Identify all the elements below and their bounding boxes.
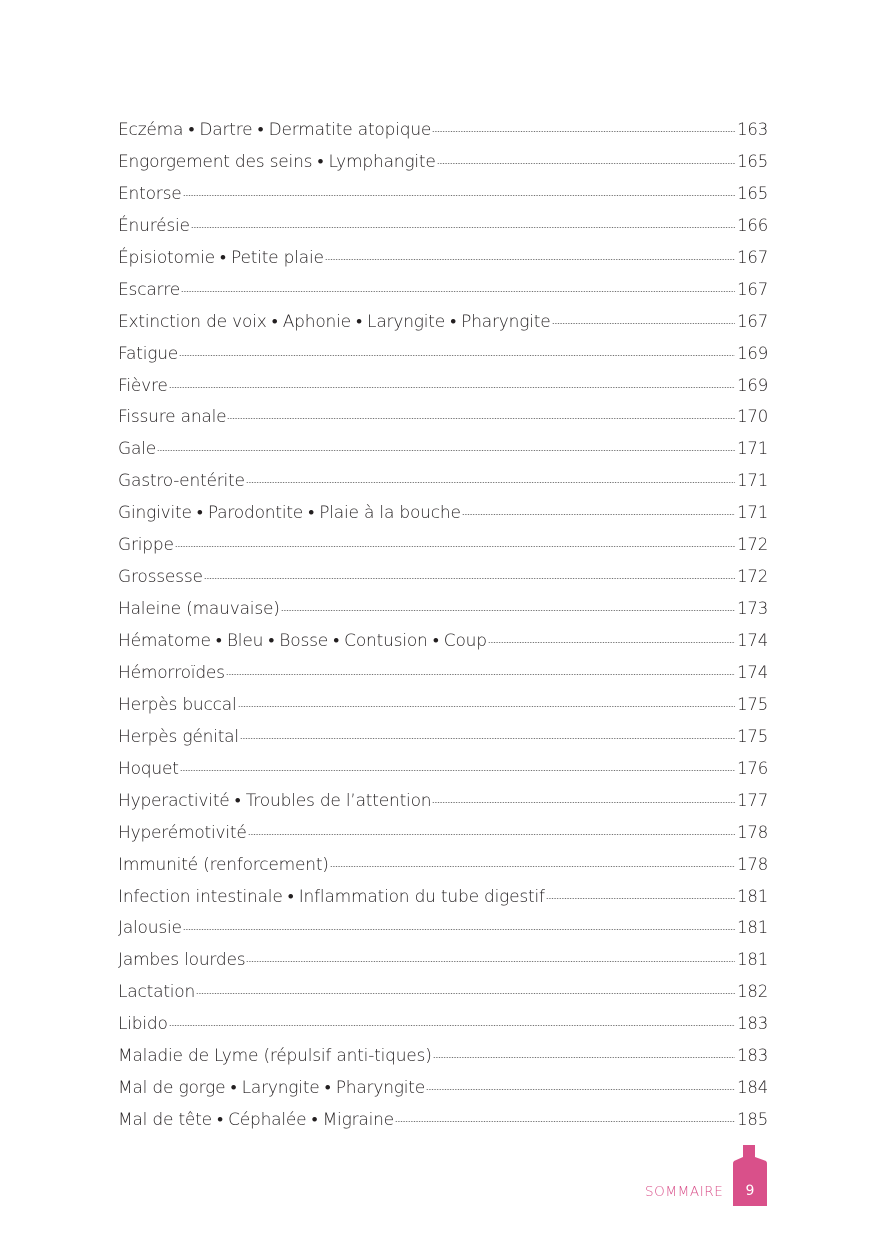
dot-leader (395, 1121, 735, 1122)
dot-leader (546, 898, 735, 899)
toc-entry[interactable] (118, 817, 768, 849)
toc-entry-page: 178 (737, 854, 768, 874)
toc-entry[interactable] (118, 785, 768, 817)
toc-entry-title: Eczéma • Dartre • Dermatite atopique (118, 120, 432, 140)
toc-entry[interactable] (118, 1008, 768, 1040)
toc-entry-title: Mal de gorge • Laryngite • Pharyngite (118, 1078, 426, 1099)
toc-entry-title: Infection intestinale • Inflammation du tube digestif (118, 886, 545, 907)
toc-entry[interactable] (118, 433, 768, 465)
dot-leader (325, 259, 735, 260)
dot-leader (488, 642, 735, 643)
dot-leader (240, 738, 735, 739)
toc-entry[interactable] (118, 497, 768, 529)
dot-leader (183, 929, 735, 930)
toc-entry-page: 183 (737, 1014, 768, 1034)
toc-entry[interactable] (118, 338, 768, 370)
toc-entry[interactable] (118, 689, 768, 721)
toc-entry[interactable] (118, 849, 768, 881)
toc-entry[interactable] (118, 465, 768, 497)
toc-entry-page: 175 (737, 694, 768, 714)
toc-entry-title: Extinction de voix • Aphonie • Laryngite • Pharyngite (118, 311, 551, 332)
toc-entry-title: Libido (118, 1014, 168, 1035)
toc-entry-page: 166 (737, 215, 768, 235)
dot-leader (462, 514, 735, 515)
toc-entry-page: 176 (737, 758, 768, 778)
toc-entry[interactable] (118, 401, 768, 433)
dot-leader (169, 1025, 735, 1026)
dot-leader (238, 706, 736, 707)
toc-entry-title: Jambes lourdes (118, 950, 246, 971)
toc-entry-page: 167 (737, 247, 768, 267)
toc-entry-title: Escarre (118, 279, 181, 300)
toc-entry-page: 175 (737, 726, 768, 746)
toc-entry[interactable] (118, 114, 768, 146)
toc-entry[interactable] (118, 1040, 768, 1072)
toc-entry[interactable] (118, 881, 768, 913)
dot-leader (281, 610, 735, 611)
toc-entry-page: 172 (737, 535, 768, 555)
toc-entry[interactable] (118, 976, 768, 1008)
toc-entry[interactable] (118, 529, 768, 561)
toc-entry[interactable] (118, 657, 768, 689)
toc-entry-page: 165 (737, 183, 768, 203)
toc-entry-title: Haleine (mauvaise) (118, 599, 280, 620)
toc-entry-title: Hyperactivité • Troubles de l’attention (118, 790, 432, 811)
toc-entry-page: 169 (737, 343, 768, 363)
toc-entry-page: 184 (737, 1078, 768, 1098)
dot-leader (432, 131, 735, 132)
toc-entry-page: 171 (737, 503, 768, 523)
toc-entry-page: 177 (737, 790, 768, 810)
dot-leader (169, 387, 735, 388)
toc-entry[interactable] (118, 210, 768, 242)
toc-entry[interactable] (118, 242, 768, 274)
toc-entry[interactable] (118, 370, 768, 402)
dot-leader (433, 1057, 735, 1058)
toc-entry-page: 185 (737, 1110, 768, 1130)
toc-entry-title: Jalousie (118, 918, 182, 939)
toc-entry-page: 181 (737, 950, 768, 970)
page-number: 9 (745, 1183, 755, 1199)
toc-entry-page: 167 (737, 311, 768, 331)
table-of-contents (118, 114, 768, 1136)
dot-leader (227, 418, 735, 419)
toc-entry[interactable] (118, 561, 768, 593)
dot-leader (248, 834, 735, 835)
toc-entry-page: 170 (737, 407, 768, 427)
toc-entry-title: Hématome • Bleu • Bosse • Contusion • Coup (118, 631, 487, 651)
toc-entry[interactable] (118, 1072, 768, 1104)
toc-entry-title: Entorse (118, 183, 182, 204)
toc-entry[interactable] (118, 306, 768, 338)
dot-leader (183, 195, 736, 196)
toc-entry-page: 163 (737, 120, 768, 139)
toc-entry-title: Fissure anale (118, 407, 227, 428)
toc-entry-title: Engorgement des seins • Lymphangite (118, 151, 436, 172)
dot-leader (157, 450, 735, 451)
dot-leader (246, 482, 735, 483)
toc-entry-page: 173 (737, 599, 768, 619)
toc-entry-page: 178 (737, 822, 768, 842)
toc-entry-page: 171 (737, 439, 768, 459)
toc-entry[interactable] (118, 1104, 768, 1136)
toc-entry[interactable] (118, 753, 768, 785)
toc-entry[interactable] (118, 593, 768, 625)
dot-leader (179, 355, 735, 356)
toc-entry-page: 183 (737, 1046, 768, 1066)
toc-entry-title: Maladie de Lyme (répulsif anti-tiques) (118, 1046, 432, 1067)
dot-leader (181, 291, 735, 292)
dot-leader (204, 578, 735, 579)
toc-entry-page: 165 (737, 151, 768, 171)
dot-leader (196, 993, 735, 994)
toc-entry-title: Hémorroïdes (118, 662, 225, 683)
toc-entry-title: Herpès buccal (118, 694, 237, 715)
toc-entry-title: Gingivite • Parodontite • Plaie à la bouche (118, 503, 461, 524)
dot-leader (426, 1089, 735, 1090)
toc-entry-title: Gale (118, 439, 156, 460)
section-label: SOMMAIRE (645, 1184, 724, 1200)
dot-leader (432, 802, 735, 803)
dot-leader (246, 961, 735, 962)
toc-entry-title: Épisiotomie • Petite plaie (118, 247, 324, 268)
toc-entry-title: Mal de tête • Céphalée • Migraine (118, 1110, 394, 1131)
toc-entry-title: Grippe (118, 535, 174, 556)
toc-entry[interactable] (118, 912, 768, 944)
toc-entry-title: Grossesse (118, 567, 203, 588)
dot-leader (437, 163, 735, 164)
toc-entry-page: 169 (737, 375, 768, 395)
toc-entry-title: Gastro-entérite (118, 471, 245, 492)
toc-entry-title: Lactation (118, 982, 196, 1003)
toc-entry-title: Immunité (renforcement) (118, 854, 329, 875)
toc-entry-page: 182 (737, 982, 768, 1002)
dot-leader (191, 227, 735, 228)
dot-leader (180, 770, 735, 771)
toc-entry-page: 171 (737, 471, 768, 491)
page-number-badge (733, 1145, 767, 1206)
toc-entry[interactable] (118, 178, 768, 210)
toc-entry[interactable] (118, 944, 768, 976)
toc-entry[interactable] (118, 721, 768, 753)
toc-entry[interactable] (118, 146, 768, 178)
dot-leader (175, 546, 735, 547)
toc-entry-title: Fatigue (118, 343, 179, 364)
toc-entry-title: Fièvre (118, 375, 168, 396)
toc-entry[interactable] (118, 274, 768, 306)
toc-entry[interactable] (118, 625, 768, 657)
toc-entry-page: 172 (737, 567, 768, 587)
dot-leader (552, 323, 736, 324)
toc-entry-page: 181 (737, 886, 768, 906)
toc-entry-page: 174 (737, 662, 768, 682)
dot-leader (330, 866, 735, 867)
toc-entry-title: Hoquet (118, 758, 179, 779)
toc-entry-page: 167 (737, 279, 768, 299)
toc-entry-title: Énurésie (118, 215, 190, 236)
toc-entry-title: Hyperémotivité (118, 822, 247, 843)
toc-entry-page: 174 (737, 631, 768, 650)
toc-entry-page: 181 (737, 918, 768, 938)
toc-entry-title: Herpès génital (118, 726, 239, 747)
dot-leader (226, 674, 735, 675)
